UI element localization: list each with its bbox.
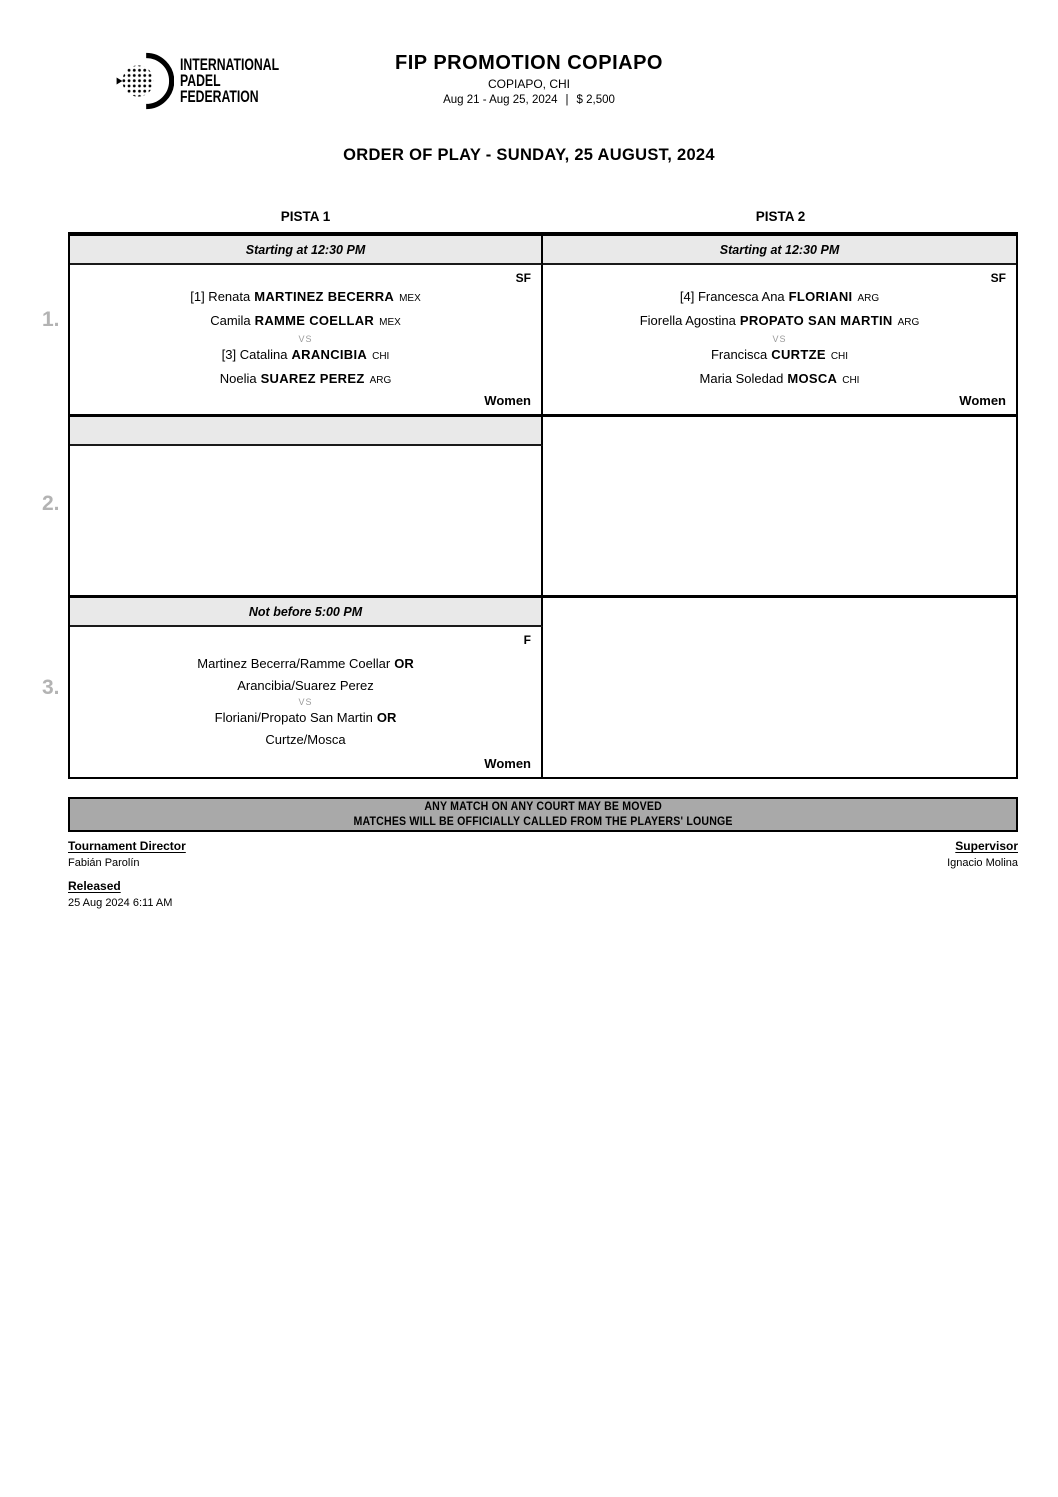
released-datetime: 25 Aug 2024 6:11 AM xyxy=(68,897,173,909)
notice-line-1: ANY MATCH ON ANY COURT MAY BE MOVED xyxy=(424,800,662,813)
round-badge: SF xyxy=(990,271,1006,285)
logo-line-2: PADEL xyxy=(180,71,221,90)
round-badge: SF xyxy=(515,271,531,285)
pista2-slot3-empty-cell xyxy=(543,598,1016,777)
category-label: Women xyxy=(484,393,531,408)
player-line xyxy=(640,313,920,331)
player-surname: RAMME COELLAR xyxy=(254,313,375,328)
round-badge: F xyxy=(523,633,531,647)
player-given-name: [3] Catalina xyxy=(221,347,288,362)
pista1-slot3-match xyxy=(70,627,543,777)
officials-right-block xyxy=(947,839,1018,879)
or-label: OR xyxy=(394,655,414,671)
player-surname: ARANCIBIA xyxy=(291,347,368,362)
player-surname: FLORIANI xyxy=(788,289,853,304)
supervisor-name: Ignacio Molina xyxy=(947,857,1018,869)
pista1-slot2-empty-cell xyxy=(70,446,543,598)
player-country: MEX xyxy=(399,293,421,304)
player-given-name: Noelia xyxy=(219,371,257,386)
event-prize: $ 2,500 xyxy=(576,94,615,106)
player-surname: MOSCA xyxy=(787,371,838,386)
team-names: Martinez Becerra/Ramme Coellar xyxy=(197,655,391,671)
pista2-slot1-note: Starting at 12:30 PM xyxy=(543,236,1016,265)
vs-label: VS xyxy=(772,334,787,344)
row-number-2: 2. xyxy=(42,492,60,515)
pista1-slot1-note: Starting at 12:30 PM xyxy=(70,236,543,265)
officials-left-block xyxy=(68,839,186,919)
player-country: ARG xyxy=(857,293,880,304)
team-option-line xyxy=(197,656,413,672)
player-given-name: Camila xyxy=(210,313,251,328)
player-line xyxy=(680,289,879,307)
pista2-slot2-empty-cell xyxy=(543,417,1016,598)
player-given-name: [4] Francesca Ana xyxy=(679,289,785,304)
category-label: Women xyxy=(484,756,531,771)
event-title: FIP PROMOTION COPIAPO xyxy=(395,52,663,74)
vs-label: VS xyxy=(298,334,313,344)
notice-banner xyxy=(68,797,1018,832)
player-given-name: Francisca xyxy=(710,347,768,362)
order-of-play-title: ORDER OF PLAY - SUNDAY, 25 AUGUST, 2024 xyxy=(343,146,715,164)
schedule-table xyxy=(68,232,1018,779)
court-label-pista-2: PISTA 2 xyxy=(755,209,806,224)
row-number-3: 3. xyxy=(42,676,60,699)
team-option-line: Arancibia/Suarez Perez xyxy=(237,677,374,693)
match-players xyxy=(80,647,531,756)
logo-line-3: FEDERATION xyxy=(180,87,259,106)
or-label: OR xyxy=(376,709,397,725)
player-given-name: Maria Soledad xyxy=(699,371,784,386)
player-surname: PROPATO SAN MARTIN xyxy=(739,313,893,328)
team-option-line xyxy=(215,710,397,726)
row-number-1: 1. xyxy=(42,308,60,331)
pista2-slot1-match xyxy=(543,265,1016,417)
player-line xyxy=(700,371,860,389)
pista1-slot1-match xyxy=(70,265,543,417)
event-dates-prize xyxy=(0,94,1058,106)
player-country: CHI xyxy=(842,375,860,386)
match-players xyxy=(553,285,1006,393)
player-country: CHI xyxy=(830,351,849,362)
dates-prize-separator: | xyxy=(565,94,569,106)
released-label: Released xyxy=(68,879,121,893)
player-country: MEX xyxy=(379,317,401,328)
event-location: COPIAPO, CHI xyxy=(487,77,570,91)
player-country: ARG xyxy=(897,317,920,328)
team-option-line: Curtze/Mosca xyxy=(265,731,346,747)
supervisor-label: Supervisor xyxy=(955,839,1018,853)
match-players xyxy=(80,285,531,393)
player-given-name: Fiorella Agostina xyxy=(639,313,736,328)
player-line xyxy=(210,313,401,331)
player-country: ARG xyxy=(369,375,392,386)
player-country: CHI xyxy=(372,351,390,362)
tournament-director-label: Tournament Director xyxy=(68,839,186,853)
court-label-pista-1: PISTA 1 xyxy=(280,209,331,224)
player-surname: SUAREZ PEREZ xyxy=(260,371,365,386)
team-names: Floriani/Propato San Martin xyxy=(214,709,373,725)
logo-line-1: INTERNATIONAL xyxy=(180,55,280,74)
tournament-director-name: Fabián Parolín xyxy=(68,857,140,869)
event-dates: Aug 21 - Aug 25, 2024 xyxy=(443,94,558,106)
player-line xyxy=(220,371,392,389)
pista1-slot3-note: Not before 5:00 PM xyxy=(70,598,543,627)
player-line xyxy=(190,289,421,307)
player-given-name: [1] Renata xyxy=(190,289,251,304)
vs-label: VS xyxy=(298,696,313,707)
player-surname: MARTINEZ BECERRA xyxy=(254,289,395,304)
category-label: Women xyxy=(959,393,1006,408)
player-line xyxy=(711,347,848,365)
notice-line-2: MATCHES WILL BE OFFICIALLY CALLED FROM THE PLAYERS' LOUNGE xyxy=(353,815,733,828)
player-line xyxy=(222,347,390,365)
pista1-slot2-note xyxy=(70,417,543,446)
player-surname: CURTZE xyxy=(771,347,826,362)
